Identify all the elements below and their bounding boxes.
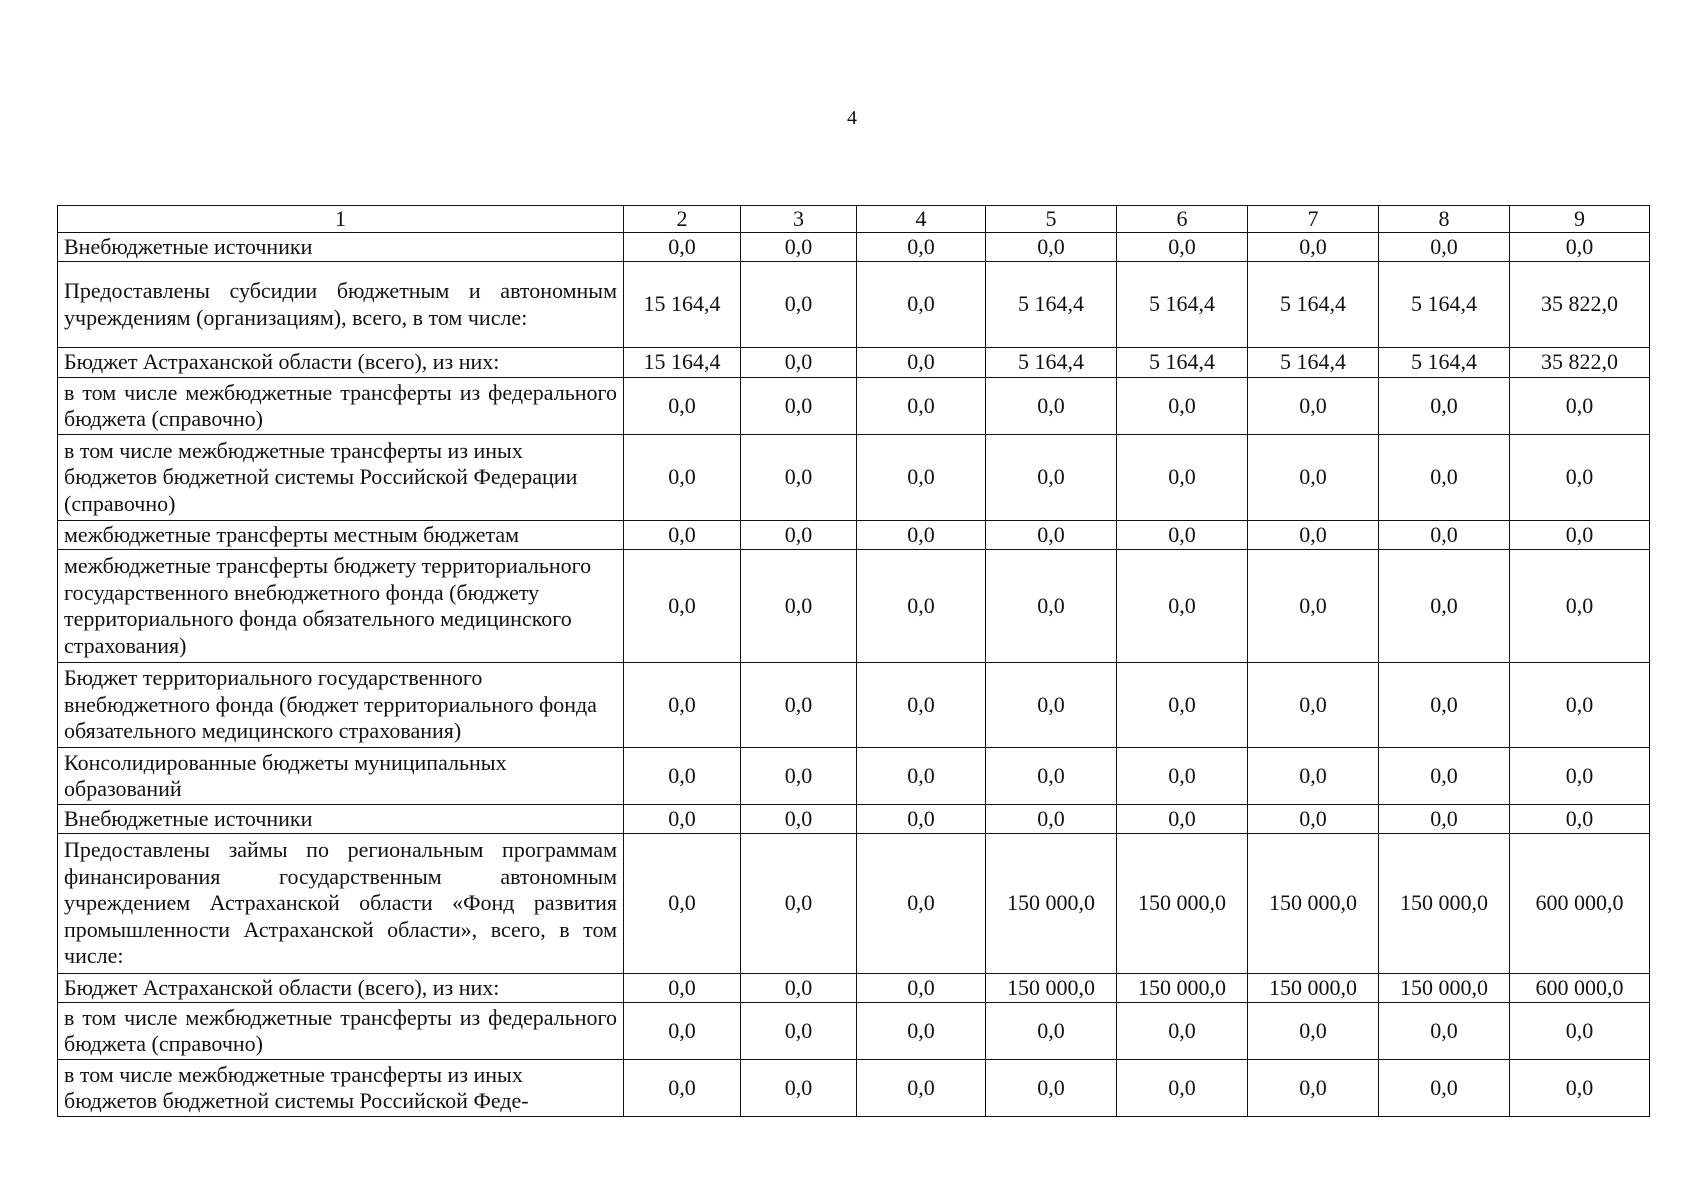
cell-value: 0,0 <box>741 435 857 521</box>
cell-value: 0,0 <box>857 748 986 805</box>
cell-value: 0,0 <box>741 663 857 748</box>
table-row <box>58 834 1650 974</box>
cell-value: 0,0 <box>1510 233 1650 262</box>
cell-value: 0,0 <box>1379 521 1510 550</box>
cell-value: 0,0 <box>1510 1060 1650 1117</box>
cell-value: 150 000,0 <box>1248 974 1379 1003</box>
cell-value: 0,0 <box>1379 233 1510 262</box>
table-row <box>58 521 1650 550</box>
row-label: межбюджетные трансферты местным бюджетам <box>58 521 624 550</box>
cell-value: 5 164,4 <box>1248 262 1379 348</box>
cell-value: 5 164,4 <box>986 262 1117 348</box>
column-number: 3 <box>741 206 857 233</box>
cell-value: 0,0 <box>741 233 857 262</box>
row-label: в том числе межбюджетные трансферты из иных бюджетов бюджетной системы Российской Федерации (справочно) <box>58 435 624 521</box>
table-row <box>58 378 1650 435</box>
cell-value: 0,0 <box>1510 663 1650 748</box>
column-number-row <box>58 206 1650 233</box>
row-label: Предоставлены займы по региональным программам финансирования государственным автономным учреждением Астраханской области «Фонд развития промышленности Астраханской области», всего, в том числе: <box>58 834 624 974</box>
cell-value: 0,0 <box>1379 663 1510 748</box>
cell-value: 0,0 <box>986 748 1117 805</box>
cell-value: 5 164,4 <box>1117 262 1248 348</box>
cell-value: 0,0 <box>1510 1003 1650 1060</box>
cell-value: 0,0 <box>624 233 741 262</box>
cell-value: 0,0 <box>741 378 857 435</box>
cell-value: 0,0 <box>986 378 1117 435</box>
table-row <box>58 435 1650 521</box>
table-row <box>58 974 1650 1003</box>
cell-value: 0,0 <box>1379 1003 1510 1060</box>
cell-value: 0,0 <box>1510 435 1650 521</box>
cell-value: 0,0 <box>986 1003 1117 1060</box>
cell-value: 0,0 <box>857 663 986 748</box>
cell-value: 0,0 <box>1248 378 1379 435</box>
cell-value: 5 164,4 <box>1379 262 1510 348</box>
row-label: Внебюджетные источники <box>58 805 624 834</box>
cell-value: 0,0 <box>624 834 741 974</box>
cell-value: 0,0 <box>1248 1060 1379 1117</box>
cell-value: 0,0 <box>857 348 986 378</box>
cell-value: 0,0 <box>986 233 1117 262</box>
table-row <box>58 550 1650 663</box>
cell-value: 0,0 <box>1117 1003 1248 1060</box>
row-label: Бюджет Астраханской области (всего), из них: <box>58 348 624 378</box>
cell-value: 150 000,0 <box>1379 974 1510 1003</box>
cell-value: 0,0 <box>986 805 1117 834</box>
cell-value: 0,0 <box>741 1060 857 1117</box>
row-label: Консолидированные бюджеты муниципальных образований <box>58 748 624 805</box>
table-row <box>58 262 1650 348</box>
cell-value: 5 164,4 <box>986 348 1117 378</box>
cell-value: 0,0 <box>986 1060 1117 1117</box>
cell-value: 150 000,0 <box>1117 834 1248 974</box>
cell-value: 0,0 <box>1117 521 1248 550</box>
cell-value: 0,0 <box>1248 435 1379 521</box>
cell-value: 0,0 <box>624 550 741 663</box>
cell-value: 0,0 <box>1117 233 1248 262</box>
cell-value: 0,0 <box>1379 748 1510 805</box>
cell-value: 0,0 <box>1117 435 1248 521</box>
column-number: 7 <box>1248 206 1379 233</box>
cell-value: 0,0 <box>986 663 1117 748</box>
row-label: в том числе межбюджетные трансферты из иных бюджетов бюджетной системы Российской Феде- <box>58 1060 624 1117</box>
cell-value: 0,0 <box>1117 1060 1248 1117</box>
column-number: 2 <box>624 206 741 233</box>
cell-value: 0,0 <box>741 834 857 974</box>
column-number: 4 <box>857 206 986 233</box>
cell-value: 0,0 <box>741 348 857 378</box>
column-number: 9 <box>1510 206 1650 233</box>
cell-value: 0,0 <box>986 550 1117 663</box>
cell-value: 0,0 <box>741 550 857 663</box>
table-row <box>58 805 1650 834</box>
cell-value: 35 822,0 <box>1510 262 1650 348</box>
cell-value: 0,0 <box>1248 748 1379 805</box>
cell-value: 0,0 <box>1379 435 1510 521</box>
row-label: Внебюджетные источники <box>58 233 624 262</box>
cell-value: 0,0 <box>1248 233 1379 262</box>
cell-value: 0,0 <box>1510 805 1650 834</box>
cell-value: 0,0 <box>1117 805 1248 834</box>
cell-value: 0,0 <box>624 1003 741 1060</box>
cell-value: 150 000,0 <box>1379 834 1510 974</box>
row-label: в том числе межбюджетные трансферты из федерального бюджета (справочно) <box>58 378 624 435</box>
table-row <box>58 1060 1650 1117</box>
cell-value: 0,0 <box>1248 1003 1379 1060</box>
budget-table <box>57 205 1650 1117</box>
cell-value: 0,0 <box>857 834 986 974</box>
page-number: 4 <box>847 107 857 129</box>
column-number: 8 <box>1379 206 1510 233</box>
table-row <box>58 663 1650 748</box>
cell-value: 0,0 <box>624 1060 741 1117</box>
cell-value: 0,0 <box>857 233 986 262</box>
cell-value: 0,0 <box>857 805 986 834</box>
cell-value: 0,0 <box>1117 748 1248 805</box>
cell-value: 0,0 <box>624 378 741 435</box>
cell-value: 0,0 <box>741 748 857 805</box>
cell-value: 0,0 <box>624 435 741 521</box>
cell-value: 0,0 <box>857 1060 986 1117</box>
cell-value: 0,0 <box>1248 805 1379 834</box>
cell-value: 0,0 <box>741 805 857 834</box>
cell-value: 35 822,0 <box>1510 348 1650 378</box>
cell-value: 150 000,0 <box>1248 834 1379 974</box>
cell-value: 0,0 <box>857 974 986 1003</box>
cell-value: 0,0 <box>857 1003 986 1060</box>
cell-value: 150 000,0 <box>986 834 1117 974</box>
cell-value: 0,0 <box>624 521 741 550</box>
cell-value: 0,0 <box>1117 663 1248 748</box>
cell-value: 0,0 <box>1248 550 1379 663</box>
row-label: Предоставлены субсидии бюджетным и автономным учреждениям (организациям), всего, в том числе: <box>58 262 624 348</box>
cell-value: 0,0 <box>857 435 986 521</box>
cell-value: 5 164,4 <box>1248 348 1379 378</box>
cell-value: 0,0 <box>986 435 1117 521</box>
column-number: 6 <box>1117 206 1248 233</box>
cell-value: 600 000,0 <box>1510 974 1650 1003</box>
cell-value: 150 000,0 <box>1117 974 1248 1003</box>
table-row <box>58 233 1650 262</box>
cell-value: 0,0 <box>1117 378 1248 435</box>
cell-value: 600 000,0 <box>1510 834 1650 974</box>
cell-value: 5 164,4 <box>1379 348 1510 378</box>
row-label: межбюджетные трансферты бюджету территориального государственного внебюджетного фонда (бюджету территориального фонда обязательного медицинского страхования) <box>58 550 624 663</box>
cell-value: 0,0 <box>741 974 857 1003</box>
cell-value: 0,0 <box>1248 521 1379 550</box>
row-label: Бюджет территориального государственного внебюджетного фонда (бюджет территориального фонда обязательного медицинского страхования) <box>58 663 624 748</box>
cell-value: 0,0 <box>741 1003 857 1060</box>
cell-value: 15 164,4 <box>624 262 741 348</box>
table-row <box>58 348 1650 378</box>
cell-value: 0,0 <box>1379 550 1510 663</box>
cell-value: 0,0 <box>857 262 986 348</box>
cell-value: 5 164,4 <box>1117 348 1248 378</box>
cell-value: 15 164,4 <box>624 348 741 378</box>
cell-value: 0,0 <box>741 262 857 348</box>
cell-value: 150 000,0 <box>986 974 1117 1003</box>
cell-value: 0,0 <box>857 550 986 663</box>
table-row <box>58 1003 1650 1060</box>
cell-value: 0,0 <box>857 378 986 435</box>
cell-value: 0,0 <box>1379 805 1510 834</box>
cell-value: 0,0 <box>1510 521 1650 550</box>
cell-value: 0,0 <box>986 521 1117 550</box>
column-number: 1 <box>58 206 624 233</box>
cell-value: 0,0 <box>624 663 741 748</box>
cell-value: 0,0 <box>1510 748 1650 805</box>
cell-value: 0,0 <box>1117 550 1248 663</box>
cell-value: 0,0 <box>1510 550 1650 663</box>
cell-value: 0,0 <box>624 805 741 834</box>
row-label: в том числе межбюджетные трансферты из федерального бюджета (справочно) <box>58 1003 624 1060</box>
cell-value: 0,0 <box>741 521 857 550</box>
cell-value: 0,0 <box>624 974 741 1003</box>
table-row <box>58 748 1650 805</box>
cell-value: 0,0 <box>1379 1060 1510 1117</box>
cell-value: 0,0 <box>624 748 741 805</box>
row-label: Бюджет Астраханской области (всего), из них: <box>58 974 624 1003</box>
budget-table-wrapper <box>57 205 1649 1117</box>
cell-value: 0,0 <box>857 521 986 550</box>
column-number: 5 <box>986 206 1117 233</box>
cell-value: 0,0 <box>1510 378 1650 435</box>
cell-value: 0,0 <box>1248 663 1379 748</box>
cell-value: 0,0 <box>1379 378 1510 435</box>
